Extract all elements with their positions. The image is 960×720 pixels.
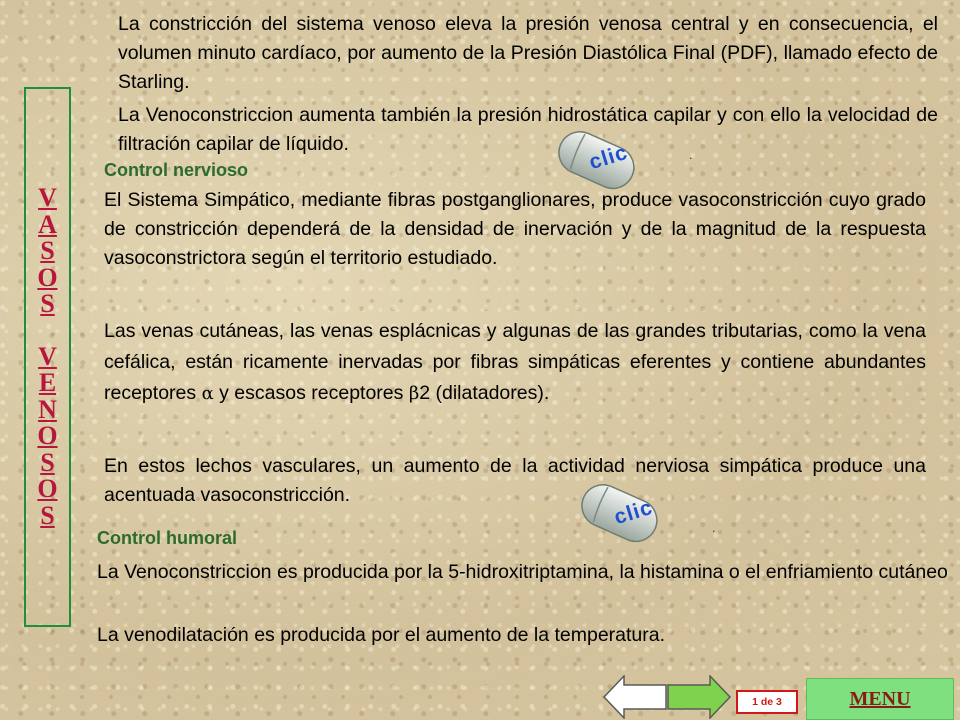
menu-label[interactable]: MENU xyxy=(849,687,911,710)
title-letter: V xyxy=(38,341,57,371)
title-letter: V xyxy=(38,183,57,212)
clic-label[interactable]: clic xyxy=(586,140,631,175)
title-letter: S xyxy=(40,447,55,477)
page-counter: 1 de 3 xyxy=(736,690,798,714)
paragraph-capillary-pressure: La Venoconstriccion aumenta también la presión hidrostática capilar y con ello la velocidad de filtración capilar de líquido. xyxy=(118,104,938,155)
heading-control-nervioso: Control nervioso xyxy=(104,160,249,180)
title-letter: S xyxy=(40,289,55,318)
title-letter: O xyxy=(37,474,58,503)
paragraph-sympathetic-system: El Sistema Simpático, mediante fibras postganglionares, produce vasoconstricción cuyo grado de constricción dependerá de la densidad de inervación y de la magnitud de la respuesta vasoconstrictora según el territorio estudiado. xyxy=(104,189,926,269)
vertical-title xyxy=(24,87,71,627)
clic-dot: . xyxy=(689,148,693,162)
paragraph-starling-effect: La constricción del sistema venoso eleva la presión venosa central y en consecuencia, el volumen minuto cardíaco, por aumento de la Presión Diastólica Final (PDF), llamado efecto de Starling. xyxy=(118,13,938,93)
title-letter: N xyxy=(38,394,57,424)
title-letter: A xyxy=(38,209,57,239)
paragraph-cutaneous-veins xyxy=(104,316,926,409)
alpha-symbol: α xyxy=(201,383,214,404)
paragraph-text: y escasos receptores xyxy=(213,382,409,404)
heading-control-humoral: Control humoral xyxy=(97,528,237,548)
title-letter: S xyxy=(40,500,55,530)
paragraph-text: Las venas cutáneas, las venas esplácnicas y algunas de las grandes tributarias, como la vena cefálica, están ricamente inervadas por fibras simpáticas eferentes y contiene abundantes receptores xyxy=(104,320,926,404)
beta-symbol: β xyxy=(408,383,420,404)
title-letter: O xyxy=(37,262,58,292)
previous-arrow-button[interactable] xyxy=(602,675,666,719)
paragraph-venodilation: La venodilatación es producida por el aumento de la temperatura. xyxy=(97,624,666,646)
paragraph-text: 2 (dilatadores). xyxy=(419,382,550,404)
menu-button[interactable] xyxy=(806,678,954,720)
clic-dot: . xyxy=(712,521,716,535)
title-letter: E xyxy=(38,368,57,397)
title-letter: S xyxy=(40,236,55,265)
clic-label[interactable]: clic xyxy=(611,495,656,530)
paragraph-venoconstriction-humoral: La Venoconstriccion es producida por la 5-hidroxitriptamina, la histamina o el enfriamiento cutáneo xyxy=(97,561,948,583)
next-arrow-button[interactable] xyxy=(668,675,732,719)
paragraph-vascular-beds: En estos lechos vasculares, un aumento de la actividad nerviosa simpática produce una acentuada vasoconstricción. xyxy=(104,455,926,506)
title-letter: O xyxy=(37,421,58,450)
navigation-arrows xyxy=(602,675,732,719)
